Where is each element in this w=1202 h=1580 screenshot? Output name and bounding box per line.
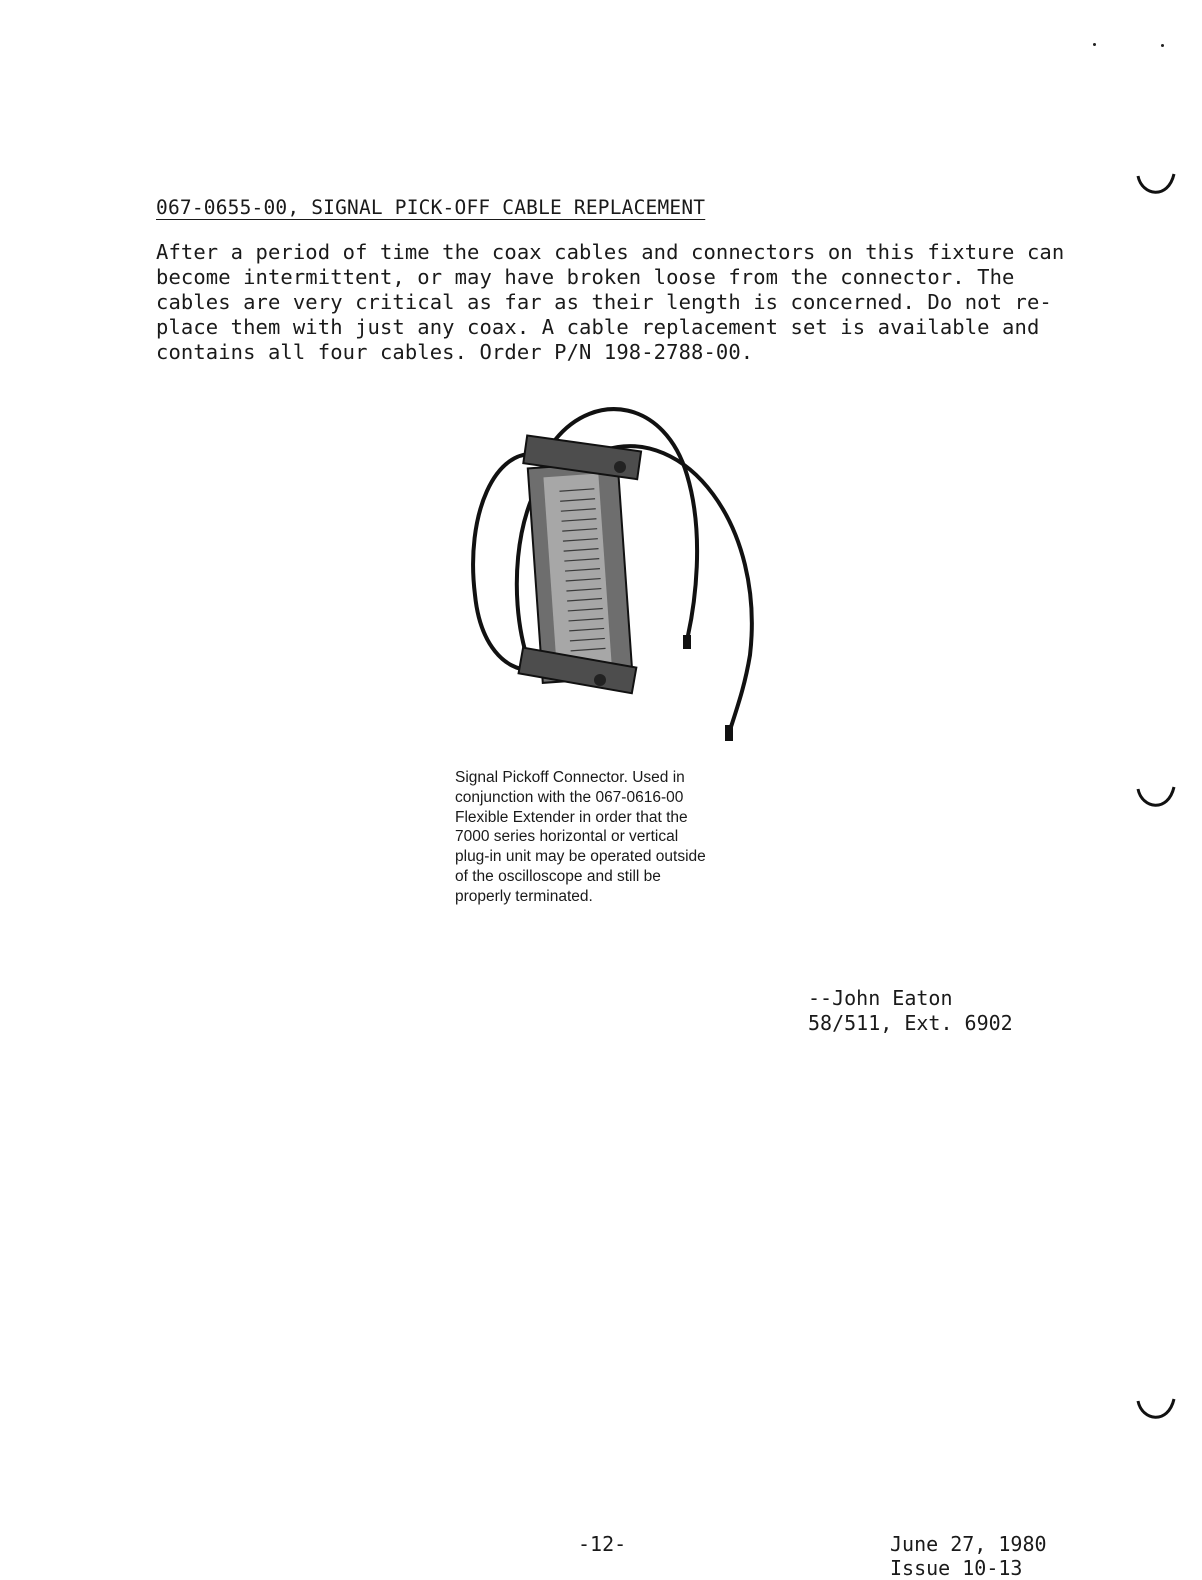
- page-number: -12-: [578, 1532, 627, 1556]
- author-location: 58/511, Ext. 6902: [808, 1011, 1013, 1035]
- caption-line: 7000 series horizontal or vertical: [455, 828, 679, 846]
- binder-hole-mark: [1134, 1395, 1178, 1425]
- paragraph-line: cables are very critical as far as their length is concerned. Do not re-: [156, 290, 1052, 314]
- caption-line: Signal Pickoff Connector. Used in: [455, 769, 685, 786]
- caption-line: Flexible Extender in order that the: [455, 808, 688, 826]
- paragraph-line: place them with just any coax. A cable replacement set is available and: [156, 315, 1040, 339]
- body-paragraph: [156, 240, 1065, 365]
- paragraph-line: After a period of time the coax cables and connectors on this fixture can: [156, 240, 1065, 264]
- caption-line: plug-in unit may be operated outside: [455, 848, 706, 866]
- author-signature: [808, 986, 1013, 1036]
- paragraph-line: contains all four cables. Order P/N 198-2788-00.: [156, 340, 754, 364]
- issue-date: June 27, 1980: [890, 1532, 1047, 1556]
- author-name: --John Eaton: [808, 986, 953, 1010]
- speck-mark: [1093, 43, 1096, 46]
- binder-hole-mark: [1134, 783, 1178, 813]
- connector-photo: [455, 395, 775, 755]
- photo-caption: [455, 768, 775, 907]
- caption-line: of the oscilloscope and still be: [455, 867, 661, 885]
- paragraph-line: become intermittent, or may have broken loose from the connector. The: [156, 265, 1015, 289]
- caption-line: conjunction with the 067-0616-00: [455, 788, 684, 806]
- binder-hole-mark: [1134, 170, 1178, 200]
- issue-info: [890, 1532, 1047, 1580]
- document-title: 067-0655-00, SIGNAL PICK-OFF CABLE REPLACEMENT: [156, 196, 706, 219]
- speck-mark: [1161, 44, 1164, 47]
- caption-line: properly terminated.: [455, 887, 593, 905]
- issue-number: Issue 10-13: [890, 1556, 1023, 1580]
